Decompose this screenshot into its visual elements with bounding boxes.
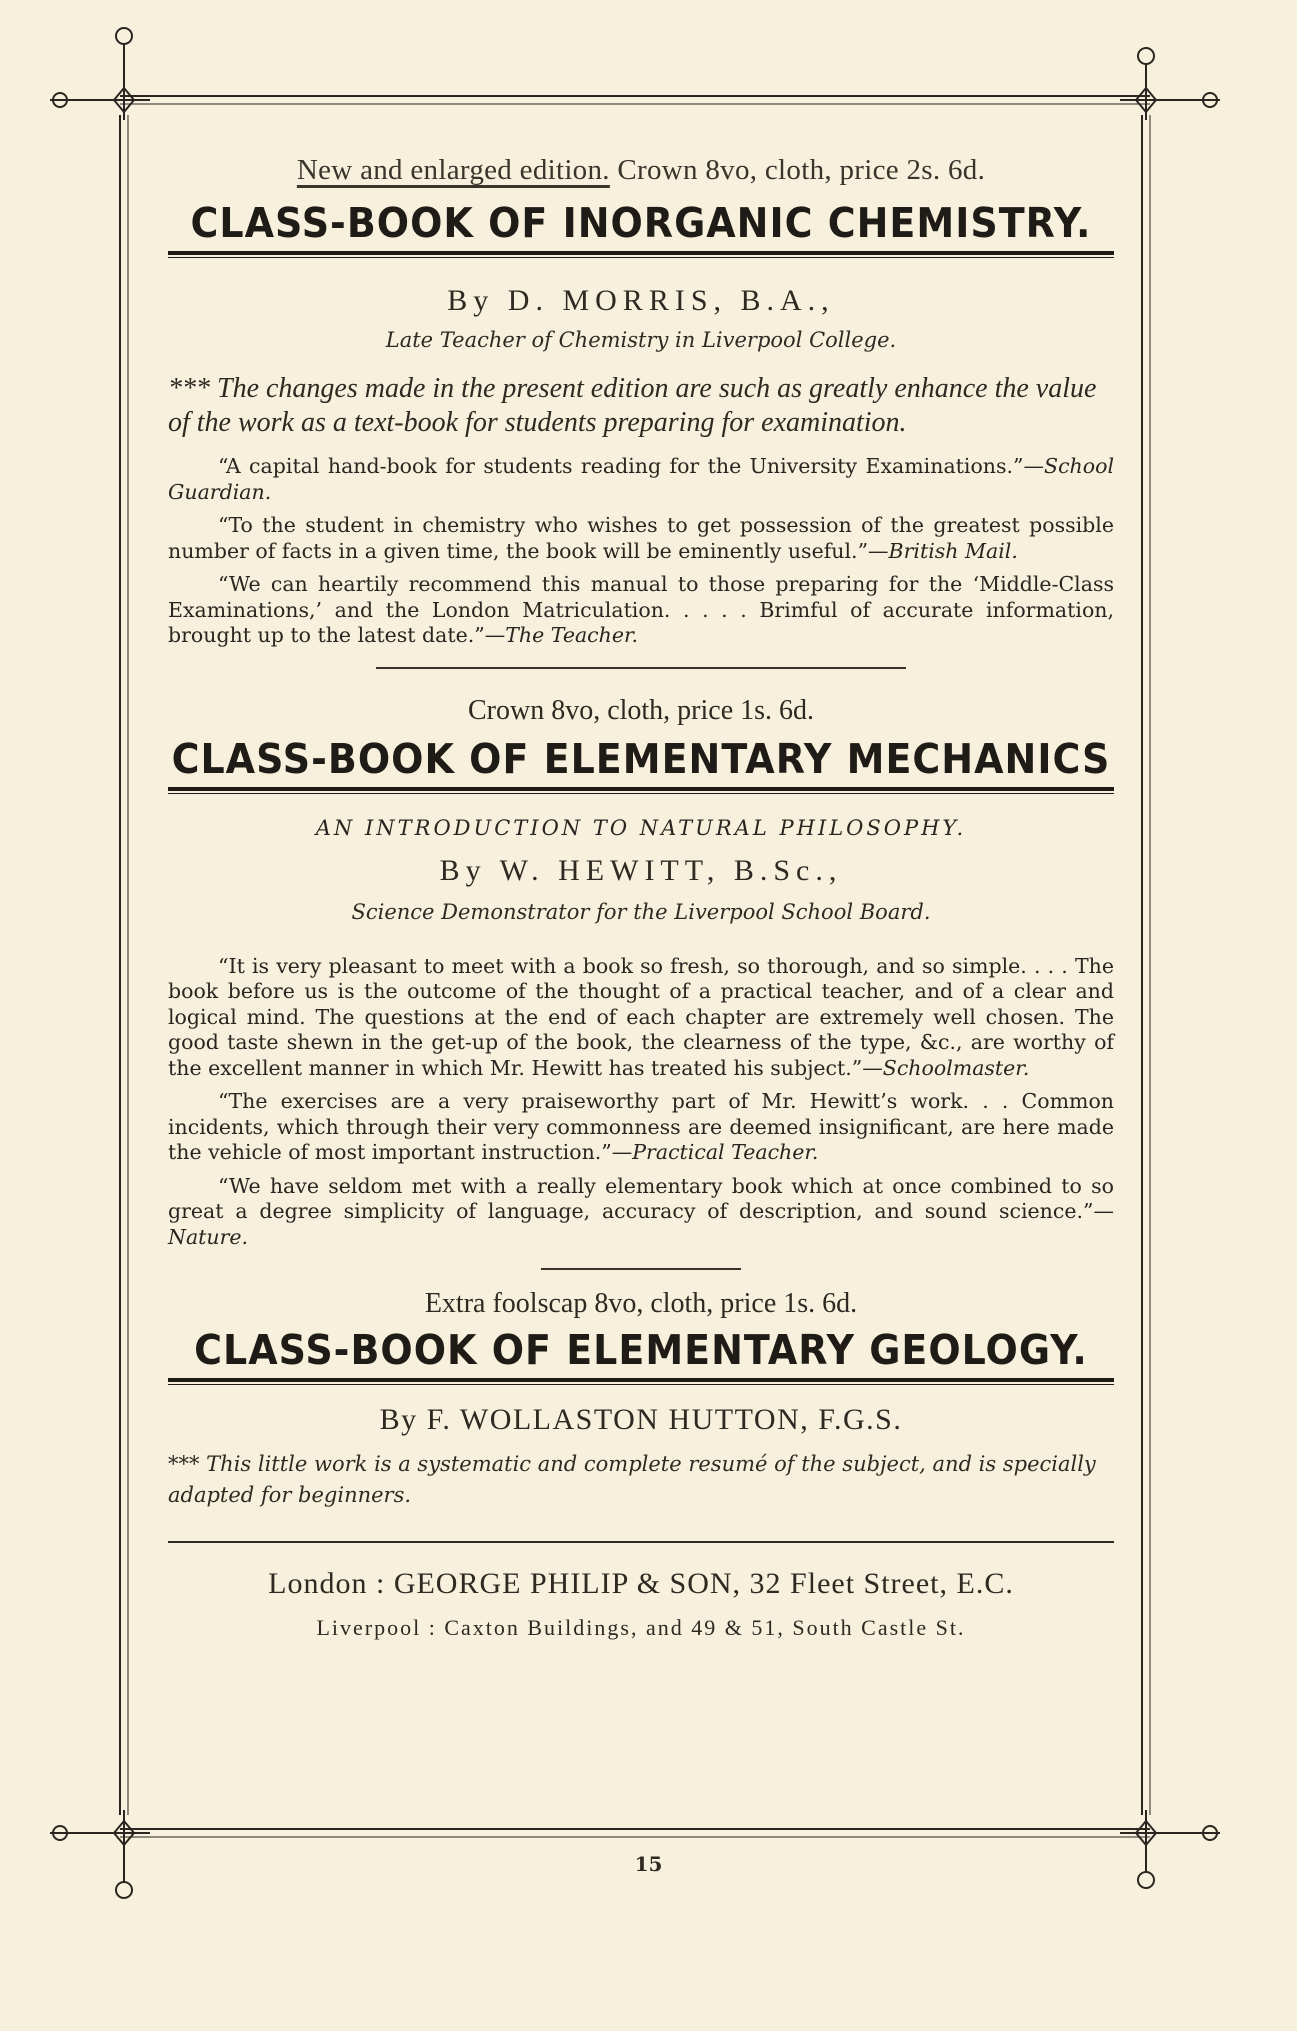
author-line: By W. HEWITT, B.Sc., [439,853,843,887]
review-quote [168,1174,1114,1251]
edition-price: Crown 8vo, cloth, price 2s. 6d. [609,154,986,186]
book-title: CLASS-BOOK OF ELEMENTARY MECHANICS [171,734,1111,783]
book-title: CLASS-BOOK OF ELEMENTARY GEOLOGY. [194,1326,1088,1374]
quote-source: British Mail. [888,538,1018,563]
quote-text: “A capital hand-book for students reading for the University Examinations.”— [218,454,1045,478]
quote-text: “To the student in chemistry who wishes to get possession of the greatest possible number of facts in a given time, the book will be eminently useful.”— [168,513,1114,563]
book-subtitle: AN INTRODUCTION TO NATURAL PHILOSOPHY. [315,815,967,840]
corner-ornament-top-right [1120,48,1220,120]
geology-section [168,1288,1114,1511]
review-quote [168,1089,1114,1166]
quote-source: Schoolmaster. [882,1055,1030,1080]
corner-ornament-bottom-right [1120,1810,1220,1888]
price-line: Crown 8vo, cloth, price 1s. 6d. [467,694,815,726]
book-title: CLASS-BOOK OF INORGANIC CHEMISTRY. [190,199,1092,247]
page-number: 15 [634,1852,663,1876]
quote-text: “We can heartily recommend this manual to those preparing for the ‘Middle-Class Examinations,’ and the London Matriculation. . . . . Brimful of accurate information, brought up to the latest date.”— [168,572,1114,647]
review-quote [168,454,1114,505]
review-quote [168,572,1114,649]
edition-note: New and enlarged edition. [296,154,610,186]
corner-ornament-top-left [50,28,150,120]
imprint-rule [168,1541,1114,1543]
quote-source: School Guardian. [168,454,1114,504]
edition-note-text: *** The changes made in the present edition are such as greatly enhance the value of the work as a text-book for students preparing for examination. [168,373,1097,438]
quote-source: Practical Teacher. [632,1140,819,1164]
chemistry-section [168,154,1114,669]
mechanics-section [168,695,1114,1271]
quote-text: “The exercises are a very praiseworthy part of Mr. Hewitt’s work. . . Common incidents, which through their very commonness are deemed insignificant, are here made the vehicle of most important instruction.”— [168,1089,1114,1164]
author-line: By D. MORRIS, B.A., [447,284,835,317]
quote-source: Nature. [168,1224,249,1249]
author-affiliation: Science Demonstrator for the Liverpool School Board. [351,899,931,924]
price-line: Extra foolscap 8vo, cloth, price 1s. 6d. [424,1288,858,1319]
quote-text: “We have seldom met with a really elementary book which at once combined to so great a degree simplicity of language, accuracy of description, and sound science.”— [168,1173,1114,1223]
edition-line [168,154,1114,187]
section-divider [376,667,906,669]
publisher-london: London : GEORGE PHILIP & SON, 32 Fleet Street, E.C. [268,1567,1014,1600]
publisher-liverpool: Liverpool : Caxton Buildings, and 49 & 51, South Castle St. [316,1615,966,1640]
quote-text: “It is very pleasant to meet with a book so fresh, so thorough, and so simple. . . . The book before us is the outcome of the thought of a practical teacher, and of a clear and logical mind. The questions at the end of each chapter are extremely well chosen. The good taste shewn in the get-up of the book, the clearness of the type, &c., are worthy of the excellent manner in which Mr. Hewitt has treated his subject.”— [168,953,1114,1080]
author-line: By F. WOLLASTON HUTTON, F.G.S. [379,1403,903,1436]
advertisement-content [168,148,1114,1641]
review-quote [168,954,1114,1082]
author-affiliation: Late Teacher of Chemistry in Liverpool College. [385,328,897,352]
review-quote [168,513,1114,564]
section-divider [541,1268,741,1270]
quote-source: The Teacher. [505,623,639,647]
description-note: *** This little work is a systematic and complete resumé of the subject, and is specially adapted for beginners. [168,1452,1096,1507]
